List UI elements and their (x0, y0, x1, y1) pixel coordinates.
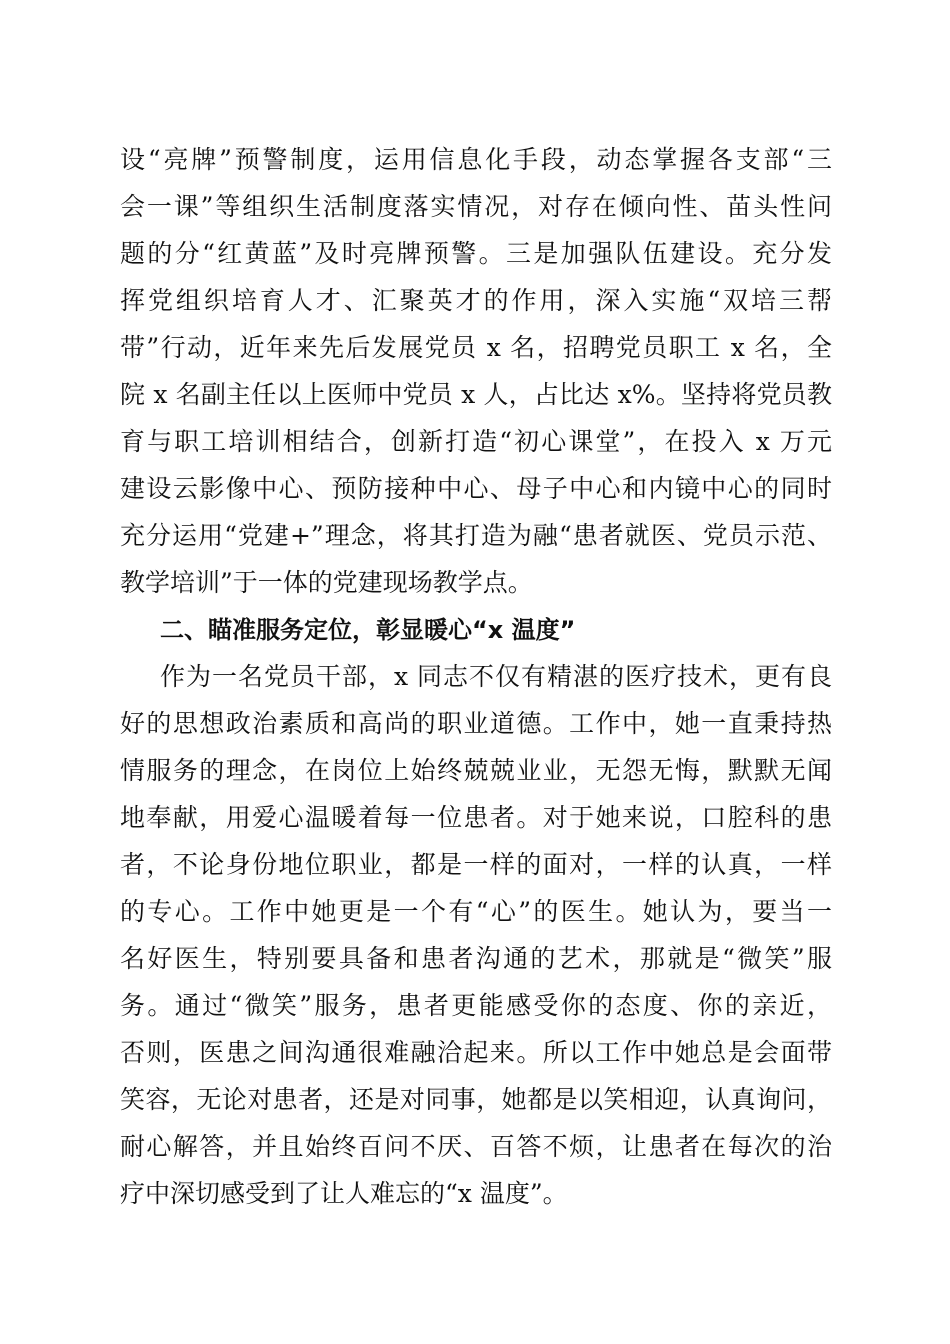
paragraph-line: 会一课”等组织生活制度落实情况，对存在倾向性、苗头性问 (120, 192, 832, 221)
paragraph-line: 者，不论身份地位职业，都是一样的面对，一样的认真，一样 (120, 850, 832, 879)
section-heading: 二、瞄准服务定位，彰显暖心“x 温度” (160, 616, 576, 644)
paragraph-line: 疗中深切感受到了让人难忘的“x 温度”。 (120, 1179, 568, 1208)
paragraph-line: 带”行动，近年来先后发展党员 x 名，招聘党员职工 x 名，全 (120, 333, 832, 362)
paragraph-line: 务。通过“微笑”服务，患者更能感受你的态度、你的亲近， (120, 991, 832, 1020)
paragraph-line: 建设云影像中心、预防接种中心、母子中心和内镜中心的同时 (120, 474, 832, 503)
paragraph-line: 院 x 名副主任以上医师中党员 x 人，占比达 x%。坚持将党员教 (120, 380, 832, 409)
paragraph-line: 挥党组织培育人才、汇聚英才的作用，深入实施“双培三帮 (120, 286, 832, 315)
paragraph-line: 教学培训”于一体的党建现场教学点。 (120, 568, 533, 597)
paragraph-line: 情服务的理念，在岗位上始终兢兢业业，无怨无悔，默默无闻 (120, 756, 832, 785)
paragraph-line: 名好医生，特别要具备和患者沟通的艺术，那就是“微笑”服 (120, 944, 832, 973)
paragraph-line: 否则，医患之间沟通很难融洽起来。所以工作中她总是会面带 (120, 1038, 832, 1067)
paragraph-line: 地奉献，用爱心温暖着每一位患者。对于她来说，口腔科的患 (120, 803, 832, 832)
paragraph-line: 题的分“红黄蓝”及时亮牌预警。三是加强队伍建设。充分发 (120, 239, 832, 268)
paragraph-line: 作为一名党员干部，x 同志不仅有精湛的医疗技术，更有良 (160, 662, 832, 691)
paragraph-line: 的专心。工作中她更是一个有“心”的医生。她认为，要当一 (120, 897, 832, 926)
paragraph-line: 耐心解答，并且始终百问不厌、百答不烦，让患者在每次的治 (120, 1132, 832, 1161)
paragraph-line: 育与职工培训相结合，创新打造“初心课堂”，在投入 x 万元 (120, 427, 832, 456)
paragraph-line: 笑容，无论对患者，还是对同事，她都是以笑相迎，认真询问， (120, 1085, 832, 1114)
paragraph-line: 充分运用“党建+”理念，将其打造为融“患者就医、党员示范、 (120, 521, 832, 550)
paragraph-line: 好的思想政治素质和高尚的职业道德。工作中，她一直秉持热 (120, 709, 832, 738)
paragraph-line: 设“亮牌”预警制度，运用信息化手段，动态掌握各支部“三 (120, 145, 832, 174)
